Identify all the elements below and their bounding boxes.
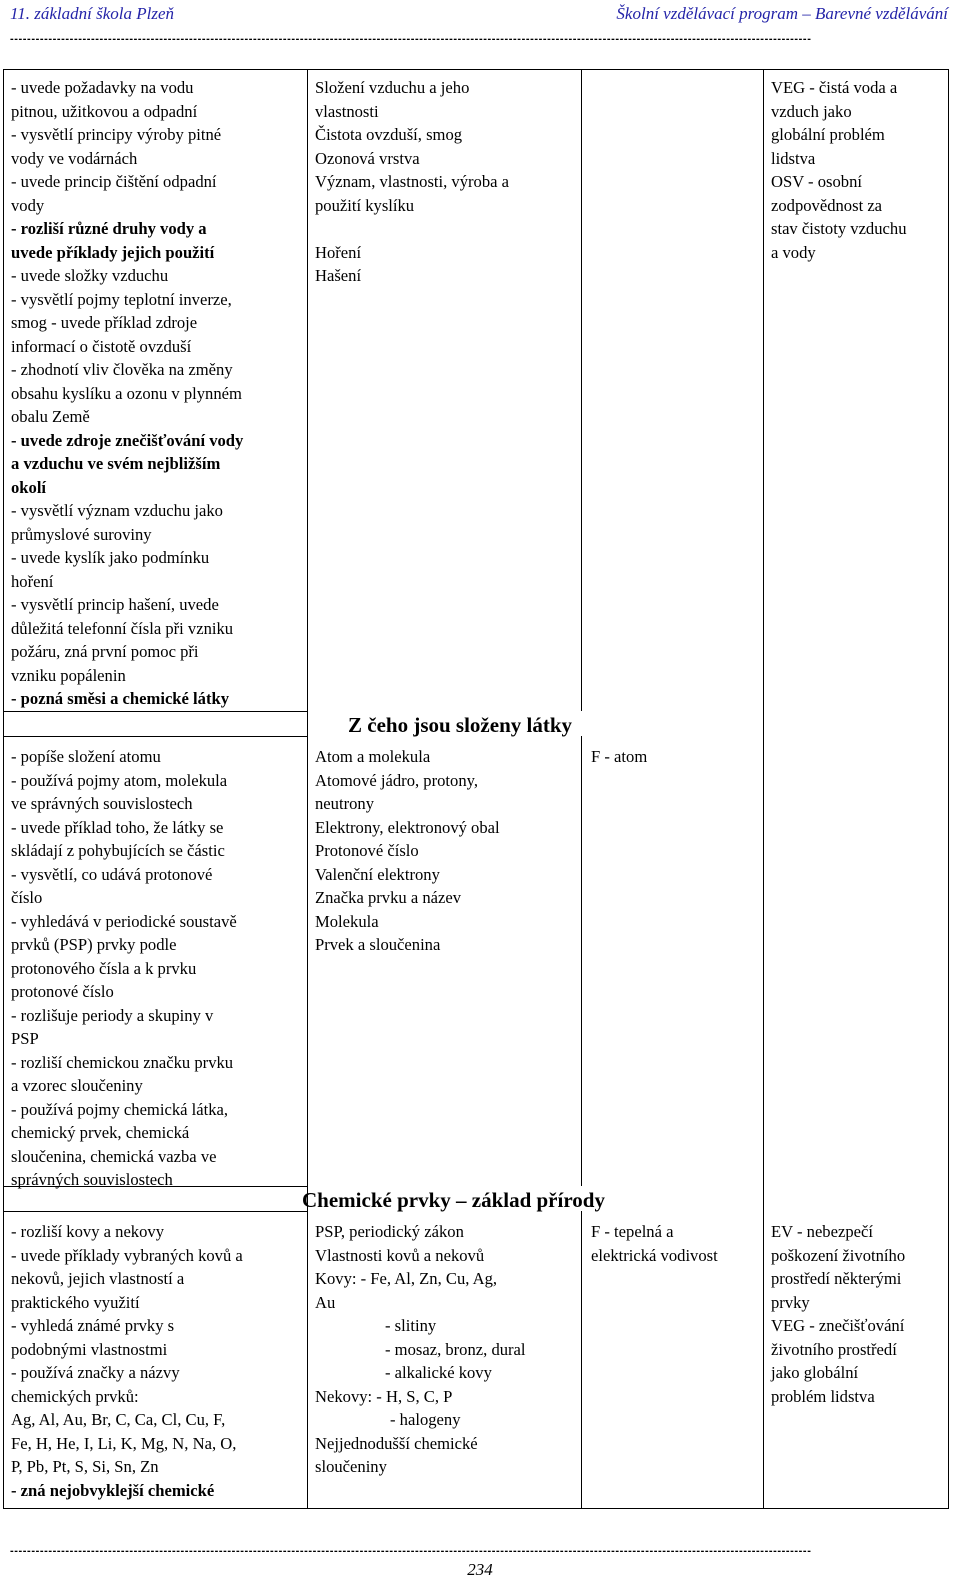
outcome-line: sloučenina, chemická vazba ve [11, 1146, 217, 1166]
topic-line: Vlastnosti kovů a nekovů [315, 1245, 485, 1265]
outcome-line: číslo [11, 888, 43, 907]
theme-line: prostředí některými [771, 1269, 902, 1288]
theme-line: lidstva [771, 148, 816, 168]
row2-top-border [3, 736, 307, 737]
topic-line: Kovy: - Fe, Al, Zn, Cu, Ag, [315, 1269, 498, 1288]
theme-line: VEG - znečišťování [771, 1316, 905, 1335]
outcome-line: - uvede příklady vybraných kovů a [11, 1245, 243, 1265]
outcome-line: chemických prvků: [11, 1386, 139, 1406]
row1-topics [315, 76, 509, 288]
outcome-line: - používá pojmy chemická látka, [11, 1099, 229, 1119]
outcome-line: a vzorec sloučeniny [11, 1076, 143, 1095]
row3-top-border [3, 1211, 307, 1212]
outcome-line: - vysvětlí principy výroby pitné [11, 125, 222, 144]
topic-line [315, 217, 509, 241]
theme-line: globální problém [771, 125, 885, 144]
section-title-elements: Chemické prvky – základ přírody [302, 1188, 605, 1212]
topic-line: Prvek a sloučenina [315, 935, 441, 954]
relation-line: F - tepelná a [591, 1222, 674, 1241]
row2-topics [315, 745, 500, 957]
outcome-line: - popíše složení atomu [11, 747, 161, 766]
outcome-line: - zná nejobvyklejší chemické [11, 1480, 215, 1500]
outcome-line: vody [11, 195, 45, 215]
col2-left-border [307, 69, 308, 1509]
footer-dash-rule: -------------------------------------------------------------------------------------------------------------------------------------------------------------------------------------------- [10, 1545, 812, 1557]
outcome-line: podobnými vlastnostmi [11, 1339, 168, 1359]
topic-line: Au [315, 1292, 336, 1312]
outcome-line: smog - uvede příklad zdroje [11, 313, 198, 332]
outcome-line: Ag, Al, Au, Br, C, Ca, Cl, Cu, F, [11, 1410, 226, 1429]
outcome-line: prvků (PSP) prvky podle [11, 935, 177, 954]
outcome-line: vzniku popálenin [11, 665, 126, 685]
outcome-line: - vyhledá známé prvky s [11, 1316, 175, 1335]
topic-line: Složení vzduchu a jeho [315, 78, 470, 97]
topic-line: - mosaz, bronz, dural [385, 1339, 526, 1359]
theme-line: problém lidstva [771, 1386, 875, 1406]
outcome-line: - pozná směsi a chemické látky [11, 689, 230, 708]
theme-line: stav čistoty vzduchu [771, 219, 907, 238]
row2-relations [591, 745, 647, 769]
col4-left-border [763, 69, 764, 1509]
topic-line: Význam, vlastnosti, výroba a [315, 172, 510, 191]
outcome-line: - používá značky a názvy [11, 1363, 180, 1382]
table-top-border [3, 69, 948, 70]
row1-outcomes [11, 76, 243, 711]
header-school-name: 11. základní škola Plzeň [10, 4, 174, 23]
outcome-line: nekovů, jejich vlastností a [11, 1269, 185, 1288]
relation-line: elektrická vodivost [591, 1245, 718, 1265]
row3-topics [315, 1220, 526, 1479]
topic-line: Značka prvku a název [315, 888, 462, 907]
topic-line: PSP, periodický zákon [315, 1222, 464, 1241]
outcome-line: chemický prvek, chemická [11, 1123, 190, 1142]
outcome-line: - uvede zdroje znečišťování vody [11, 430, 244, 450]
topic-line: - slitiny [385, 1316, 437, 1335]
theme-line: a vody [771, 242, 816, 262]
topic-line: Ozonová vrstva [315, 148, 420, 168]
outcome-line: - vysvětlí princip hašení, uvede [11, 595, 219, 614]
col3-left-border-row2 [581, 736, 582, 1186]
theme-line: zodpovědnost za [771, 195, 883, 215]
topic-line: Valenční elektrony [315, 864, 440, 884]
topic-line: Nejjednodušší chemické [315, 1433, 478, 1453]
topic-line: Hašení [315, 266, 362, 285]
outcome-line: - uvede princip čištění odpadní [11, 172, 217, 191]
header-dash-rule: -------------------------------------------------------------------------------------------------------------------------------------------------------------------------------------------- [10, 33, 812, 45]
outcome-line: - zhodnotí vliv člověka na změny [11, 360, 233, 379]
topic-line: Atomové jádro, protony, [315, 770, 478, 790]
topic-line: - alkalické kovy [385, 1363, 492, 1382]
topic-line: Atom a molekula [315, 747, 431, 766]
outcome-line: Fe, H, He, I, Li, K, Mg, N, Na, O, [11, 1433, 237, 1453]
topic-line: Protonové číslo [315, 841, 419, 860]
topic-line: Hoření [315, 242, 362, 262]
theme-line: prvky [771, 1292, 810, 1312]
outcome-line: vody ve vodárnách [11, 148, 138, 168]
row1-themes [771, 76, 907, 264]
outcome-line: průmyslové suroviny [11, 524, 152, 544]
row2-outcomes [11, 745, 237, 1192]
outcome-line: - uvede složky vzduchu [11, 266, 169, 285]
outcome-line: obalu Země [11, 407, 90, 426]
section-title-composition: Z čeho jsou složeny látky [348, 713, 573, 737]
outcome-line: obsahu kyslíku a ozonu v plynném [11, 383, 242, 403]
outcome-line: skládají z pohybujících se částic [11, 841, 225, 860]
outcome-line: správných souvislostech [11, 1170, 173, 1189]
row3-outcomes [11, 1220, 243, 1502]
outcome-line: - rozliší různé druhy vody a [11, 219, 207, 238]
outcome-line: protonového čísla a k prvku [11, 958, 197, 978]
theme-line: jako globální [771, 1363, 859, 1382]
outcome-line: požáru, zná první pomoc při [11, 642, 199, 661]
theme-line: VEG - čistá voda a [771, 78, 898, 97]
theme-line: EV - nebezpečí [771, 1222, 873, 1241]
outcome-line: - rozlišuje periody a skupiny v [11, 1005, 214, 1025]
outcome-line: důležitá telefonní čísla při vzniku [11, 618, 234, 638]
row3-relations [591, 1220, 718, 1267]
topic-line: Molekula [315, 911, 379, 931]
header-program-name: Školní vzdělávací program – Barevné vzdělávání [616, 4, 948, 23]
outcome-line: - rozliší chemickou značku prvku [11, 1052, 234, 1072]
col3-left-border [581, 69, 582, 711]
outcome-line: - uvede příklad toho, že látky se [11, 817, 224, 837]
topic-line: Elektrony, elektronový obal [315, 817, 500, 837]
table-bottom-border [3, 1508, 948, 1509]
outcome-line: informací o čistotě ovzduší [11, 336, 192, 356]
outcome-line: okolí [11, 477, 47, 497]
topic-line: - halogeny [390, 1410, 461, 1429]
row3-themes [771, 1220, 905, 1408]
outcome-line: - rozliší kovy a nekovy [11, 1222, 164, 1241]
outcome-line: - uvede kyslík jako podmínku [11, 548, 210, 567]
topic-line: Čistota ovzduší, smog [315, 125, 463, 144]
outcome-line: - vysvětlí pojmy teplotní inverze, [11, 289, 232, 309]
theme-line: poškození životního [771, 1245, 906, 1265]
theme-line: životního prostředí [771, 1339, 897, 1359]
outcome-line: PSP [11, 1029, 39, 1048]
topic-line: sloučeniny [315, 1457, 387, 1476]
relation-line: F - atom [591, 747, 648, 766]
table-right-border [948, 69, 949, 1509]
outcome-line: - používá pojmy atom, molekula [11, 770, 228, 790]
outcome-line: - vysvětlí, co udává protonové [11, 864, 213, 884]
col1-left-border [3, 69, 4, 1509]
outcome-line: uvede příklady jejich použití [11, 242, 215, 262]
row1-bottom-border [3, 711, 307, 712]
outcome-line: a vzduchu ve svém nejbližším [11, 454, 221, 473]
col3-left-border-row3 [581, 1211, 582, 1508]
topic-line: použití kyslíku [315, 195, 415, 215]
theme-line: vzduch jako [771, 101, 852, 121]
outcome-line: pitnou, užitkovou a odpadní [11, 101, 198, 121]
outcome-line: praktického využití [11, 1292, 140, 1312]
page-number: 234 [467, 1560, 493, 1579]
outcome-line: - vyhledává v periodické soustavě [11, 911, 237, 931]
topic-line: vlastnosti [315, 101, 379, 121]
outcome-line: - vysvětlí význam vzduchu jako [11, 501, 223, 520]
outcome-line: P, Pb, Pt, S, Si, Sn, Zn [11, 1457, 159, 1476]
topic-line: neutrony [315, 794, 374, 813]
topic-line: Nekovy: - H, S, C, P [315, 1386, 453, 1406]
outcome-line: - uvede požadavky na vodu [11, 78, 194, 97]
outcome-line: hoření [11, 571, 54, 591]
outcome-line: ve správných souvislostech [11, 794, 193, 813]
outcome-line: protonové číslo [11, 982, 114, 1001]
theme-line: OSV - osobní [771, 172, 862, 191]
